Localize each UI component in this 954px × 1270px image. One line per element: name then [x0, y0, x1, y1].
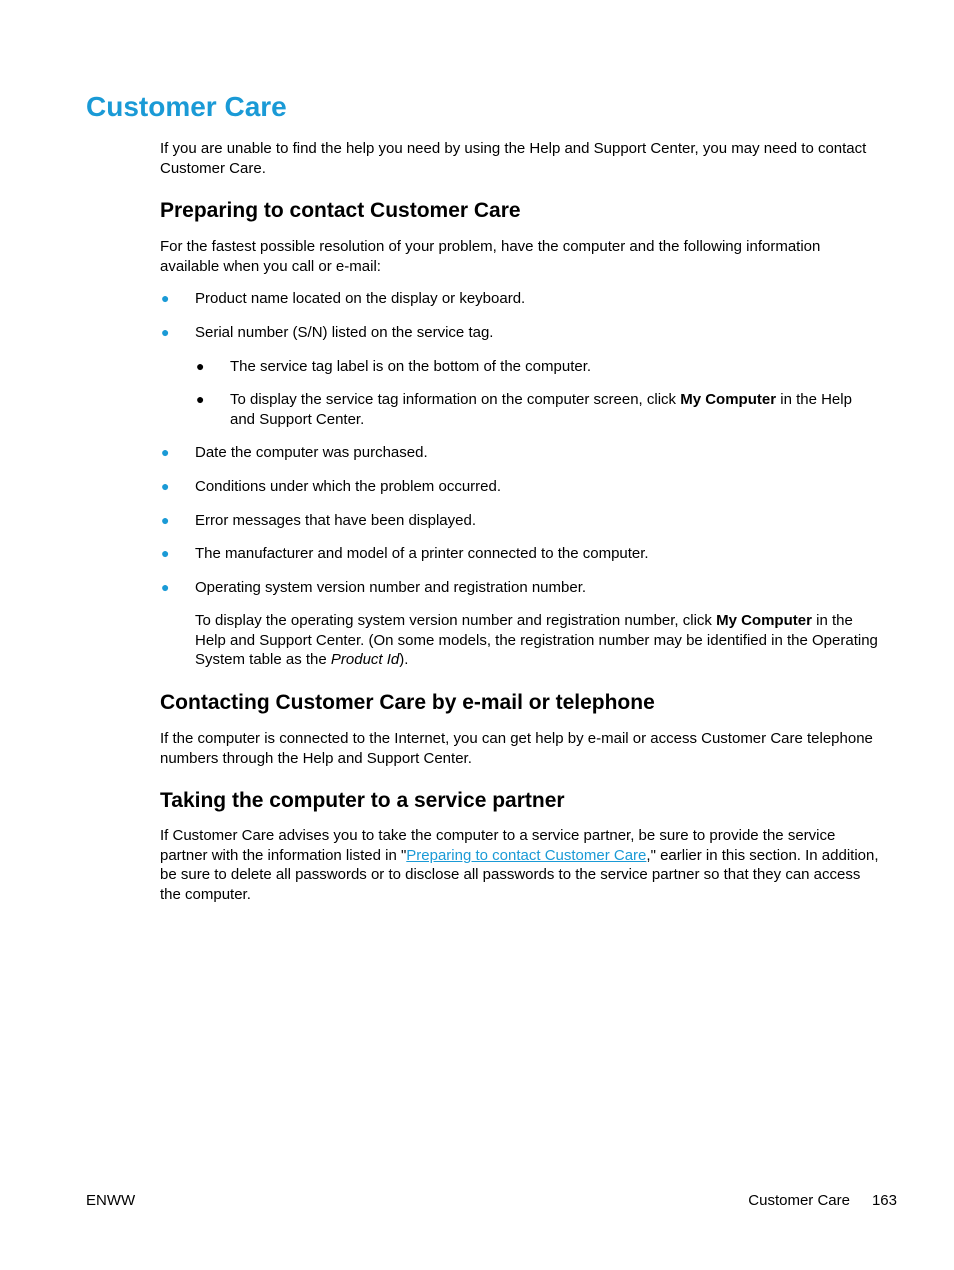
service-partner-paragraph	[160, 826, 880, 904]
bullet-icon: ●	[161, 444, 170, 460]
footer-page-info	[748, 1191, 897, 1211]
intro-paragraph: If you are unable to find the help you need by using the Help and Support Center, you may need to contact Customer Care.	[160, 140, 867, 177]
list-item: Error messages that have been displayed.	[195, 512, 476, 529]
sub-bullet-icon: ●	[196, 358, 205, 374]
sub-list-item	[230, 390, 880, 429]
footer-publisher-code: ENWW	[86, 1192, 136, 1209]
paragraph-text: ," earlier in this section. In addition, be sure to delete all passwords or to disclose all passwords to the service partner so that they can access the computer.	[160, 846, 879, 903]
preparing-section-link[interactable]: Preparing to contact Customer Care	[406, 846, 647, 864]
bullet-icon: ●	[161, 579, 170, 595]
section-heading-service-partner: Taking the computer to a service partner	[160, 789, 565, 812]
list-item: Date the computer was purchased.	[195, 444, 428, 461]
list-item: Conditions under which the problem occurred.	[195, 478, 501, 495]
note-text: To display the operating system version number and registration number, click	[195, 612, 717, 629]
bullet-icon: ●	[161, 478, 170, 494]
os-version-note	[195, 611, 885, 670]
bullet-icon: ●	[161, 545, 170, 561]
sub-bullet-icon: ●	[196, 391, 205, 407]
paragraph-text: If Customer Care advises you to take the computer to a service partner, be sure to provide the service partner with the information listed in "	[160, 827, 836, 864]
section-heading-contacting: Contacting Customer Care by e-mail or telephone	[160, 691, 655, 714]
sub-item-text: in the Help and Support Center.	[230, 391, 852, 428]
bullet-icon: ●	[161, 290, 170, 306]
preparing-lead-paragraph: For the fastest possible resolution of your problem, have the computer and the following information available when you call or e-mail:	[160, 238, 821, 275]
list-item: Serial number (S/N) listed on the service tag.	[195, 324, 494, 341]
footer-section-title: Customer Care	[748, 1192, 850, 1209]
contacting-paragraph: If the computer is connected to the Internet, you can get help by e-mail or access Customer Care telephone numbers through the Help and Support Center.	[160, 730, 873, 767]
list-item: Product name located on the display or keyboard.	[195, 290, 526, 307]
product-id-term: Product Id	[330, 651, 400, 668]
sub-item-text: To display the service tag information on the computer screen, click	[230, 391, 681, 408]
page-title: Customer Care	[86, 91, 287, 122]
bullet-icon: ●	[161, 324, 170, 340]
bullet-icon: ●	[161, 512, 170, 528]
my-computer-term: My Computer	[680, 391, 777, 408]
note-text: ).	[399, 651, 409, 668]
list-item: The manufacturer and model of a printer connected to the computer.	[195, 545, 649, 562]
section-heading-preparing: Preparing to contact Customer Care	[160, 199, 521, 222]
sub-list-item: The service tag label is on the bottom of the computer.	[230, 358, 592, 375]
page-number: 163	[871, 1192, 897, 1209]
my-computer-term: My Computer	[716, 612, 812, 629]
list-item: Operating system version number and registration number.	[195, 579, 587, 596]
note-text: in the Help and Support Center. (On some models, the registration number may be identified in the Operating System table as the	[195, 612, 878, 668]
